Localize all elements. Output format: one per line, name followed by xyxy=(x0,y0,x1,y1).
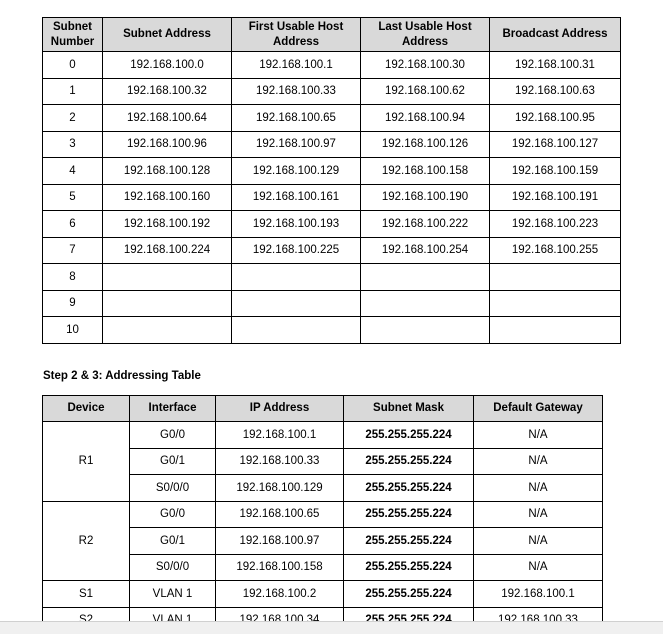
first-usable-cell: 192.168.100.193 xyxy=(232,211,361,238)
subnet-address-cell: 192.168.100.96 xyxy=(103,131,232,158)
subnet-address-cell: 192.168.100.32 xyxy=(103,78,232,105)
table-row xyxy=(43,264,621,291)
ip-address-cell: 192.168.100.33 xyxy=(216,448,344,475)
addressing-table-body xyxy=(43,422,603,634)
interface-cell: VLAN 1 xyxy=(130,581,216,608)
last-usable-cell: 192.168.100.62 xyxy=(361,78,490,105)
last-usable-cell xyxy=(361,290,490,317)
interface-cell: S0/0/0 xyxy=(130,475,216,502)
last-usable-cell: 192.168.100.190 xyxy=(361,184,490,211)
ip-address-cell: 192.168.100.97 xyxy=(216,528,344,555)
subnet-address-cell: 192.168.100.64 xyxy=(103,105,232,132)
subnet-mask-cell: 255.255.255.224 xyxy=(344,448,474,475)
interface-cell: G0/0 xyxy=(130,422,216,449)
first-usable-cell: 192.168.100.65 xyxy=(232,105,361,132)
subnet-number-cell: 9 xyxy=(43,290,103,317)
table-row xyxy=(43,501,603,528)
ip-address-cell: 192.168.100.2 xyxy=(216,581,344,608)
broadcast-cell: 192.168.100.159 xyxy=(490,158,621,185)
first-usable-cell: 192.168.100.97 xyxy=(232,131,361,158)
subnet-address-cell: 192.168.100.128 xyxy=(103,158,232,185)
table-row xyxy=(43,581,603,608)
first-usable-cell: 192.168.100.129 xyxy=(232,158,361,185)
header-ip-address: IP Address xyxy=(216,396,344,422)
interface-cell: G0/1 xyxy=(130,448,216,475)
table-row xyxy=(43,105,621,132)
subnet-mask-cell: 255.255.255.224 xyxy=(344,528,474,555)
last-usable-cell xyxy=(361,264,490,291)
default-gateway-cell: N/A xyxy=(474,554,603,581)
header-broadcast: Broadcast Address xyxy=(490,18,621,52)
first-usable-cell xyxy=(232,317,361,344)
horizontal-scrollbar[interactable] xyxy=(0,621,663,634)
subnet-mask-cell: 255.255.255.224 xyxy=(344,554,474,581)
broadcast-cell xyxy=(490,317,621,344)
header-subnet-mask: Subnet Mask xyxy=(344,396,474,422)
default-gateway-cell: N/A xyxy=(474,475,603,502)
table-row xyxy=(43,52,621,79)
interface-cell: G0/0 xyxy=(130,501,216,528)
broadcast-cell: 192.168.100.223 xyxy=(490,211,621,238)
table-row xyxy=(43,131,621,158)
default-gateway-cell: N/A xyxy=(474,448,603,475)
last-usable-cell: 192.168.100.30 xyxy=(361,52,490,79)
header-first-usable: First Usable Host Address xyxy=(232,18,361,52)
table-row xyxy=(43,317,621,344)
broadcast-cell: 192.168.100.95 xyxy=(490,105,621,132)
table-row xyxy=(43,290,621,317)
broadcast-cell: 192.168.100.31 xyxy=(490,52,621,79)
addressing-table-heading: Step 2 & 3: Addressing Table xyxy=(43,370,201,382)
table-row xyxy=(43,184,621,211)
subnet-number-cell: 7 xyxy=(43,237,103,264)
table-row xyxy=(43,422,603,449)
device-cell: S1 xyxy=(43,581,130,608)
default-gateway-cell: N/A xyxy=(474,501,603,528)
subnet-number-cell: 0 xyxy=(43,52,103,79)
device-cell: R1 xyxy=(43,422,130,502)
table-row xyxy=(43,211,621,238)
header-device: Device xyxy=(43,396,130,422)
subnet-number-cell: 10 xyxy=(43,317,103,344)
table-row xyxy=(43,237,621,264)
subnet-address-cell: 192.168.100.160 xyxy=(103,184,232,211)
subnet-number-cell: 1 xyxy=(43,78,103,105)
first-usable-cell: 192.168.100.161 xyxy=(232,184,361,211)
broadcast-cell: 192.168.100.191 xyxy=(490,184,621,211)
subnet-number-cell: 6 xyxy=(43,211,103,238)
first-usable-cell xyxy=(232,290,361,317)
subnet-mask-cell: 255.255.255.224 xyxy=(344,475,474,502)
subnet-table xyxy=(42,17,621,344)
subnet-table-body xyxy=(43,52,621,344)
default-gateway-cell: N/A xyxy=(474,422,603,449)
subnet-number-cell: 3 xyxy=(43,131,103,158)
subnet-address-cell xyxy=(103,264,232,291)
subnet-number-cell: 4 xyxy=(43,158,103,185)
header-subnet-number: Subnet Number xyxy=(43,18,103,52)
subnet-number-cell: 2 xyxy=(43,105,103,132)
subnet-address-cell: 192.168.100.224 xyxy=(103,237,232,264)
table-row xyxy=(43,158,621,185)
subnet-number-cell: 8 xyxy=(43,264,103,291)
subnet-mask-cell: 255.255.255.224 xyxy=(344,581,474,608)
header-subnet-address: Subnet Address xyxy=(103,18,232,52)
table-row xyxy=(43,78,621,105)
first-usable-cell: 192.168.100.1 xyxy=(232,52,361,79)
subnet-mask-cell: 255.255.255.224 xyxy=(344,501,474,528)
device-cell: R2 xyxy=(43,501,130,581)
broadcast-cell xyxy=(490,290,621,317)
last-usable-cell: 192.168.100.158 xyxy=(361,158,490,185)
subnet-address-cell xyxy=(103,290,232,317)
header-default-gateway: Default Gateway xyxy=(474,396,603,422)
subnet-address-cell: 192.168.100.0 xyxy=(103,52,232,79)
last-usable-cell xyxy=(361,317,490,344)
interface-cell: G0/1 xyxy=(130,528,216,555)
last-usable-cell: 192.168.100.94 xyxy=(361,105,490,132)
interface-cell: S0/0/0 xyxy=(130,554,216,581)
ip-address-cell: 192.168.100.1 xyxy=(216,422,344,449)
subnet-number-cell: 5 xyxy=(43,184,103,211)
header-interface: Interface xyxy=(130,396,216,422)
last-usable-cell: 192.168.100.254 xyxy=(361,237,490,264)
last-usable-cell: 192.168.100.126 xyxy=(361,131,490,158)
first-usable-cell: 192.168.100.33 xyxy=(232,78,361,105)
last-usable-cell: 192.168.100.222 xyxy=(361,211,490,238)
broadcast-cell xyxy=(490,264,621,291)
broadcast-cell: 192.168.100.63 xyxy=(490,78,621,105)
broadcast-cell: 192.168.100.255 xyxy=(490,237,621,264)
default-gateway-cell: N/A xyxy=(474,528,603,555)
first-usable-cell xyxy=(232,264,361,291)
ip-address-cell: 192.168.100.129 xyxy=(216,475,344,502)
first-usable-cell: 192.168.100.225 xyxy=(232,237,361,264)
subnet-address-cell: 192.168.100.192 xyxy=(103,211,232,238)
addressing-table xyxy=(42,395,603,634)
ip-address-cell: 192.168.100.158 xyxy=(216,554,344,581)
default-gateway-cell: 192.168.100.1 xyxy=(474,581,603,608)
ip-address-cell: 192.168.100.65 xyxy=(216,501,344,528)
subnet-mask-cell: 255.255.255.224 xyxy=(344,422,474,449)
broadcast-cell: 192.168.100.127 xyxy=(490,131,621,158)
header-last-usable: Last Usable Host Address xyxy=(361,18,490,52)
subnet-address-cell xyxy=(103,317,232,344)
